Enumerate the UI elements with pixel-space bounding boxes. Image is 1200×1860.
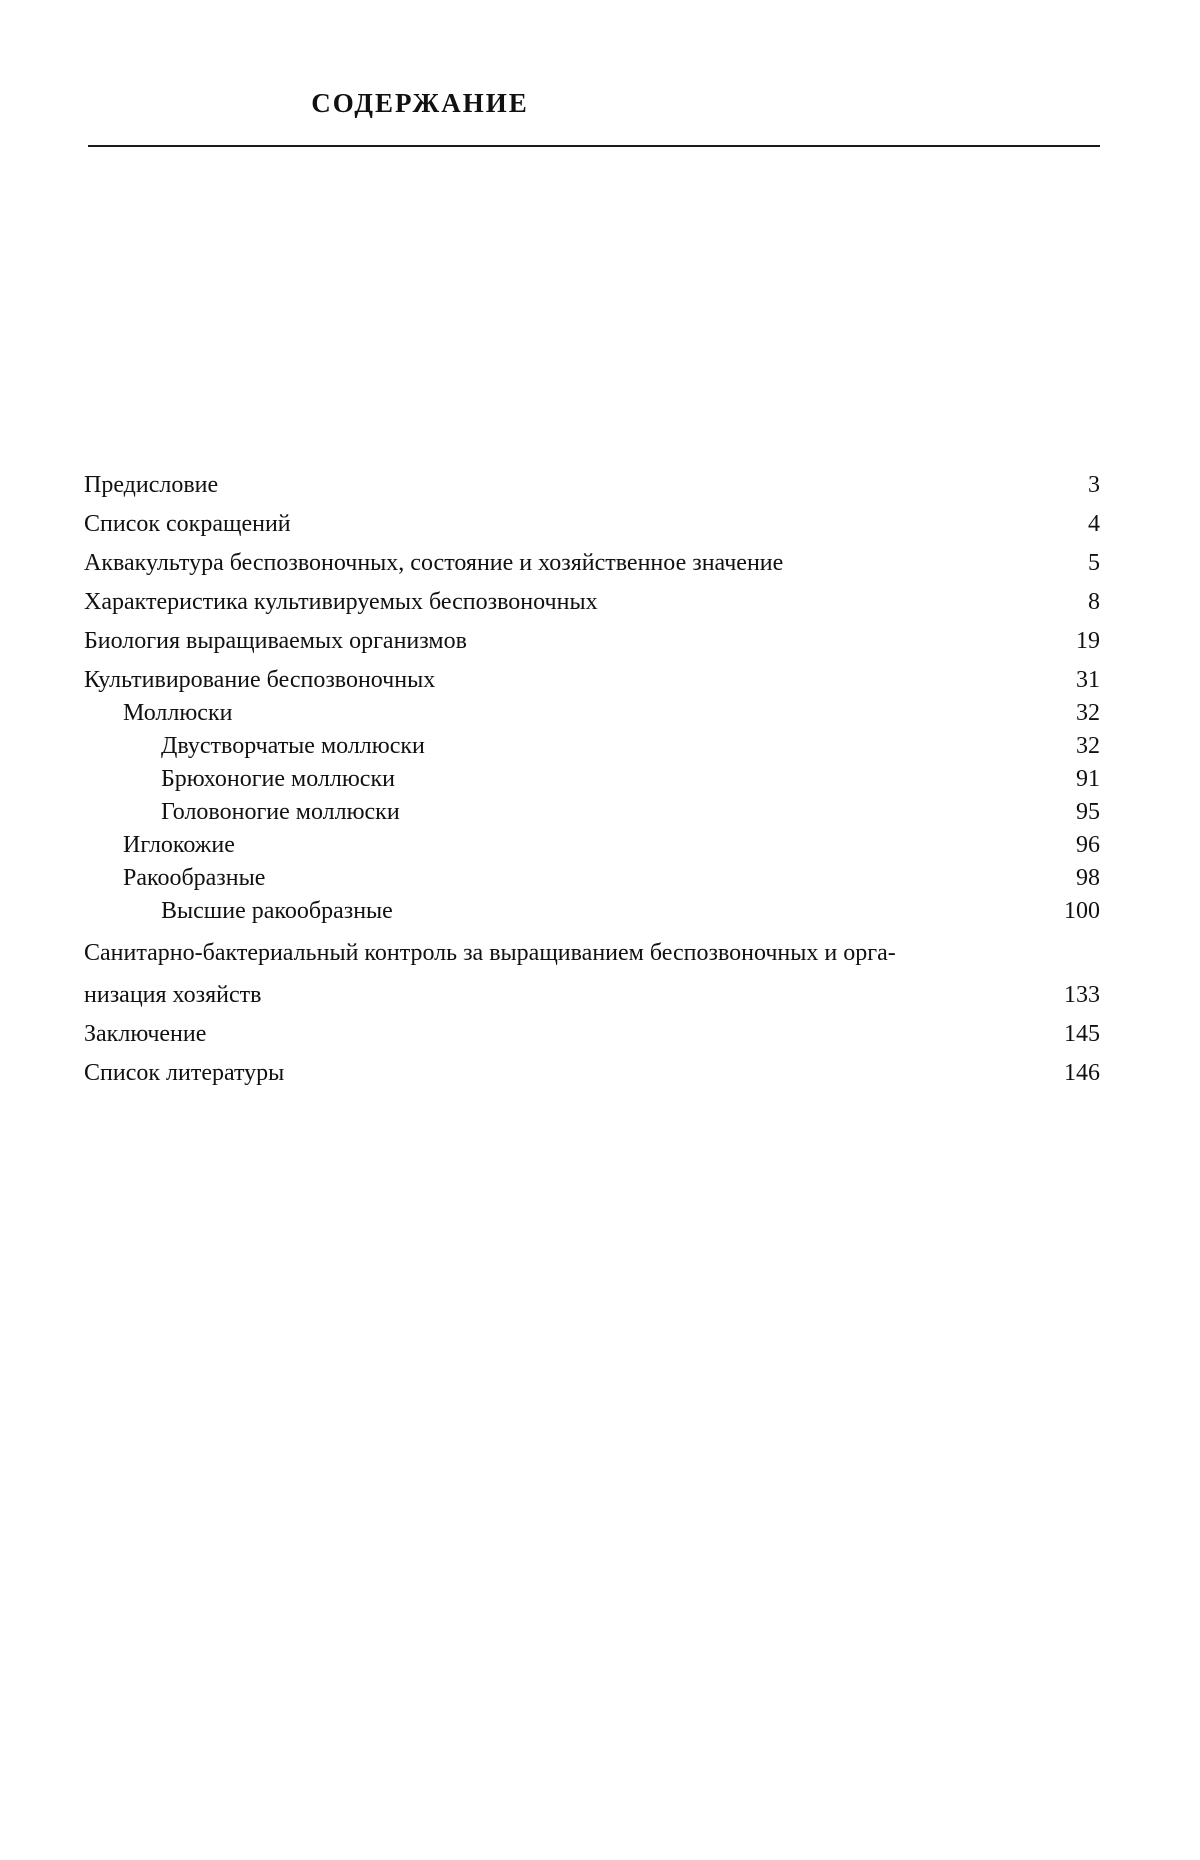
toc-entry-page: 5 <box>1088 550 1100 576</box>
toc-entry-page: 91 <box>1076 766 1100 792</box>
toc-entry-title: Санитарно-бактериальный контроль за выращиванием беспозвоночных и орга- <box>84 940 896 966</box>
page-title: СОДЕРЖАНИЕ <box>311 88 529 118</box>
toc-entry-page: 133 <box>1064 982 1100 1008</box>
toc-entry-title: Моллюски <box>123 700 233 726</box>
toc-entry-title: Иглокожие <box>123 832 235 858</box>
toc-entry-title: Предисловие <box>84 472 219 498</box>
toc-entry-page: 8 <box>1088 589 1100 615</box>
toc-entry-page: 32 <box>1076 733 1100 759</box>
toc-entry-title: Заключение <box>84 1021 207 1047</box>
toc-entry-title: Биология выращиваемых организмов <box>84 628 467 654</box>
toc-entry-page: 98 <box>1076 865 1100 891</box>
toc-entry-page: 31 <box>1076 667 1100 693</box>
toc-entry-page: 95 <box>1076 799 1100 825</box>
toc-entry-title: Двустворчатые моллюски <box>161 733 425 759</box>
toc-entry-page: 146 <box>1064 1060 1100 1086</box>
toc-entry-title: Аквакультура беспозвоночных, состояние и хозяйственное значение <box>84 550 784 576</box>
toc-entry-title: Ракообразные <box>123 865 266 891</box>
toc-entry-page: 19 <box>1076 628 1100 654</box>
toc-entry-page: 145 <box>1064 1021 1100 1047</box>
toc-entry-page: 3 <box>1088 472 1100 498</box>
toc-entry-title: Брюхоногие моллюски <box>161 766 395 792</box>
toc-entry-title: Головоногие моллюски <box>161 799 400 825</box>
toc-entry-title-continued: низация хозяйств <box>84 982 262 1008</box>
toc-entry-page: 100 <box>1064 898 1100 924</box>
toc-entry-page: 32 <box>1076 700 1100 726</box>
toc-entry-title: Список сокращений <box>84 511 291 537</box>
toc-entry-title: Характеристика культивируемых беспозвоночных <box>84 589 598 615</box>
toc-entry-title: Список литературы <box>84 1060 285 1086</box>
toc-entry-title: Культивирование беспозвоночных <box>84 667 436 693</box>
toc-entry-title: Высшие ракообразные <box>161 898 393 924</box>
toc-entry-page: 4 <box>1088 511 1100 537</box>
toc-entry-page: 96 <box>1076 832 1100 858</box>
